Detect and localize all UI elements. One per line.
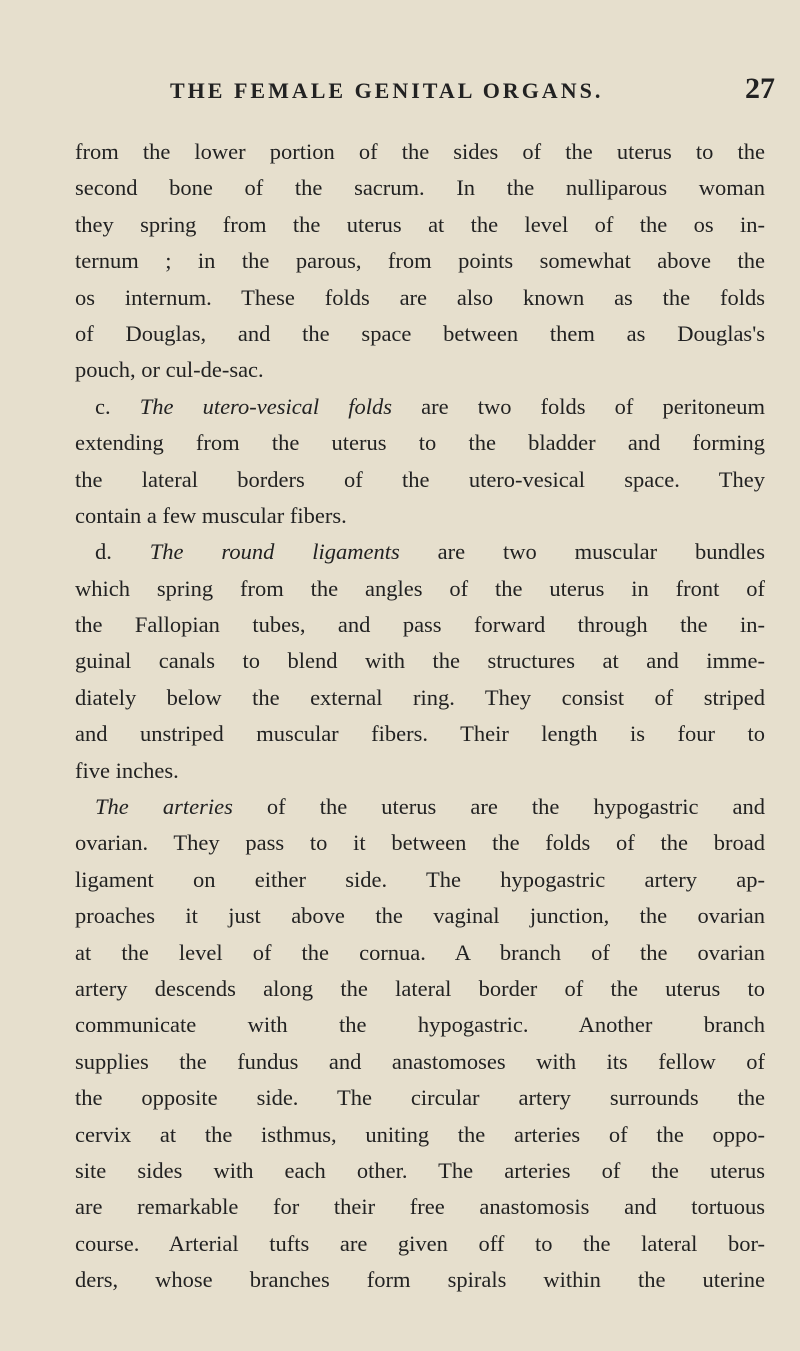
- text-line: proaches it just above the vaginal junction, the ovarian: [75, 903, 765, 929]
- italic-term: The arteries: [95, 794, 233, 820]
- text-line: the Fallopian tubes, and pass forward through the in-: [75, 612, 765, 638]
- text-line: diately below the external ring. They consist of striped: [75, 684, 765, 710]
- text-line: extending from the uterus to the bladder and forming: [75, 430, 765, 456]
- text-line: cervix at the isthmus, uniting the arteries of the oppo-: [75, 1121, 765, 1147]
- paragraph-start-line: [75, 534, 765, 570]
- page-header: [160, 72, 785, 112]
- line-rest: are two muscular bundles: [399, 539, 766, 565]
- line-rest: are two folds of peritoneum: [392, 393, 765, 419]
- list-marker: c.: [95, 393, 140, 419]
- text-line: ligament on either side. The hypogastric artery ap-: [75, 866, 765, 892]
- page-number: 27: [745, 72, 775, 105]
- text-line: at the level of the cornua. A branch of the ovarian: [75, 939, 765, 965]
- text-line: ternum ; in the parous, from points somewhat above the: [75, 248, 765, 274]
- text-line: guinal canals to blend with the structures at and imme-: [75, 648, 765, 674]
- text-line: course. Arterial tufts are given off to the lateral bor-: [75, 1230, 765, 1256]
- text-line: ovarian. They pass to it between the folds of the broad: [75, 830, 765, 856]
- text-line: which spring from the angles of the uterus in front of: [75, 575, 765, 601]
- text-line: artery descends along the lateral border of the uterus to: [75, 975, 765, 1001]
- paragraph-start-line: [75, 789, 765, 825]
- text-line: site sides with each other. The arteries of the uterus: [75, 1157, 765, 1183]
- text-line: second bone of the sacrum. In the nulliparous woman: [75, 175, 765, 201]
- text-line: pouch, or cul-de-sac.: [75, 357, 264, 383]
- text-line: supplies the fundus and anastomoses with its fellow of: [75, 1048, 765, 1074]
- text-line: five inches.: [75, 757, 179, 783]
- text-line: are remarkable for their free anastomosis and tortuous: [75, 1194, 765, 1220]
- text-line: contain a few muscular fibers.: [75, 502, 347, 528]
- text-line: of Douglas, and the space between them as Douglas's: [75, 320, 765, 346]
- italic-term: The round ligaments: [149, 539, 400, 565]
- text-line: os internum. These folds are also known as the folds: [75, 284, 765, 310]
- text-line: ders, whose branches form spirals within the uterine: [75, 1267, 765, 1293]
- line-rest: of the uterus are the hypogastric and: [232, 794, 765, 820]
- text-line: from the lower portion of the sides of the uterus to the: [75, 139, 765, 164]
- running-head: THE FEMALE GENITAL ORGANS.: [170, 78, 604, 103]
- text-line: the lateral borders of the utero-vesical space. They: [75, 466, 765, 492]
- italic-term: The utero-vesical folds: [139, 393, 393, 419]
- text-line: communicate with the hypogastric. Another branch: [75, 1012, 765, 1038]
- text-line: the opposite side. The circular artery surrounds the: [75, 1085, 765, 1111]
- paragraph-start-line: [75, 389, 765, 425]
- list-marker: d.: [95, 539, 150, 565]
- body-text: [75, 134, 765, 1299]
- text-line: they spring from the uterus at the level of the os in-: [75, 211, 765, 237]
- text-line: and unstriped muscular fibers. Their length is four to: [75, 721, 765, 747]
